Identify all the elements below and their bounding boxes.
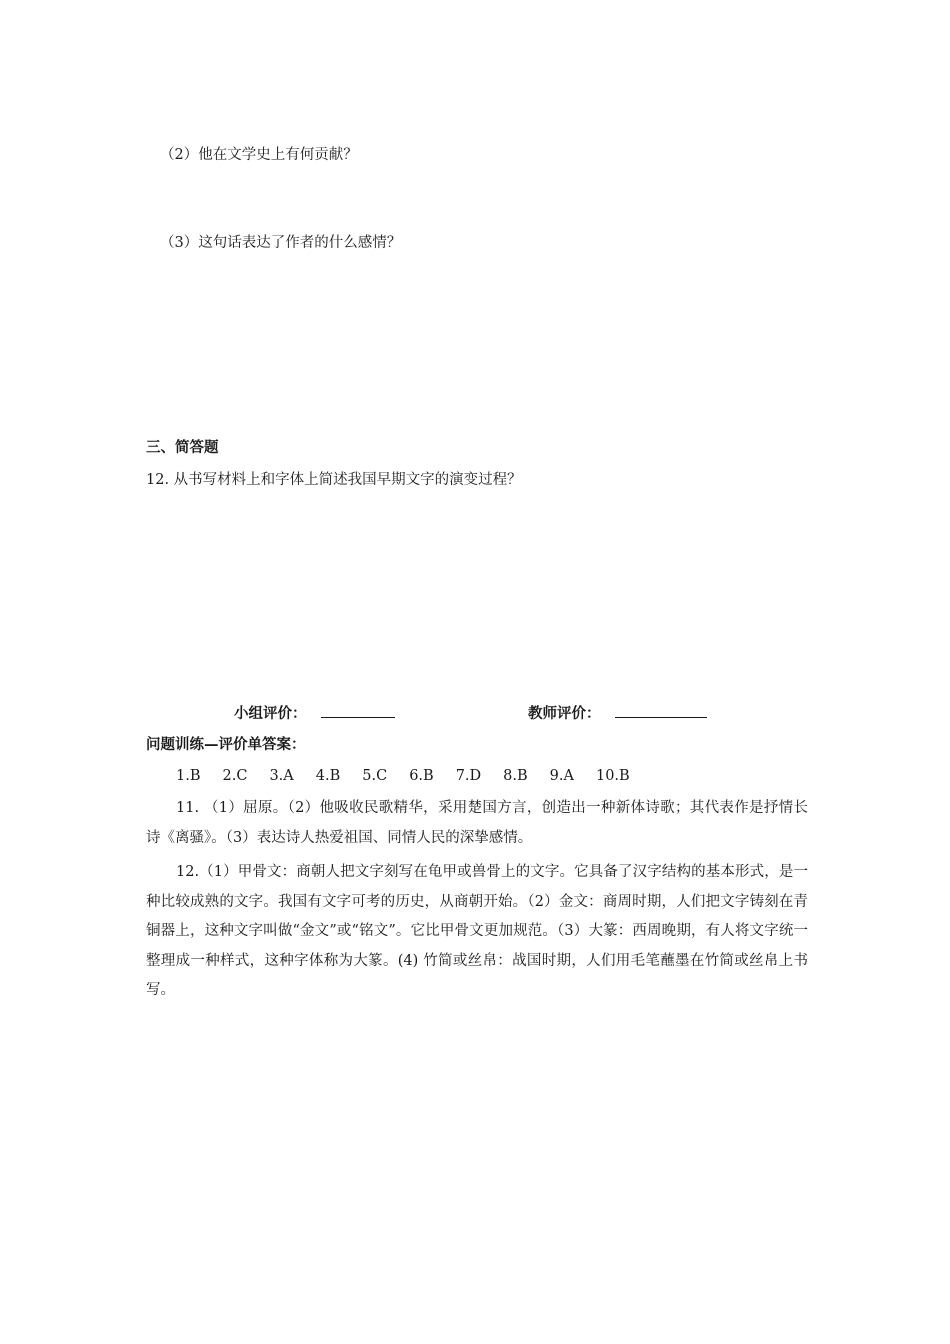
teacher-evaluation (528, 703, 707, 724)
choice-answer: 10.B (595, 768, 630, 784)
choice-answer: 6.B (409, 768, 434, 784)
choice-answer: 7.D (455, 768, 482, 784)
question-11-part-2: （2）他在文学史上有何贡献？ (160, 147, 358, 163)
choice-answers (176, 766, 652, 786)
choice-answer: 2.C (222, 768, 248, 784)
choice-answer: 4.B (315, 768, 341, 784)
teacher-evaluation-blank[interactable] (615, 703, 707, 718)
answer-12: 12.（1）甲骨文：商朝人把文字刻写在龟甲或兽骨上的文字。它具备了汉字结构的基本形式，是一种比较成熟的文字。我国有文字可考的历史，从商朝开始。（2）金文：商周时期，人们把文字铸刻在青铜器上，这种文字叫做“金文”或“铭文”。它比甲骨文更加规范。（3）大篆：西周晚期，有人将文字统一整理成一种样式，这种字体称为大篆。(4) 竹简或丝帛：战国时期，人们用毛笔蘸墨在竹简或丝帛上书写。 (146, 864, 808, 998)
answer-11: 11. （1）屈原。（2）他吸收民歌精华，采用楚国方言，创造出一种新体诗歌；其代表作是抒情长诗《离骚》。（3）表达诗人热爱祖国、同情人民的深挚感情。 (146, 800, 808, 846)
section-heading-short-answer: 三、简答题 (146, 440, 219, 456)
group-evaluation-label: 小组评价： (234, 706, 307, 722)
choice-answer: 5.C (362, 768, 388, 784)
question-12: 12. 从书写材料上和字体上简述我国早期文字的演变过程？ (146, 472, 522, 488)
group-evaluation-blank[interactable] (321, 703, 395, 718)
choice-answer: 9.A (549, 768, 574, 784)
group-evaluation (234, 703, 395, 724)
choice-answer: 3.A (269, 768, 294, 784)
question-11-part-3: （3）这句话表达了作者的什么感情？ (160, 235, 402, 251)
teacher-evaluation-label: 教师评价： (528, 706, 601, 722)
choice-answer: 1.B (176, 768, 201, 784)
choice-answer: 8.B (503, 768, 528, 784)
answers-heading: 问题训练—评价单答案： (146, 737, 306, 753)
